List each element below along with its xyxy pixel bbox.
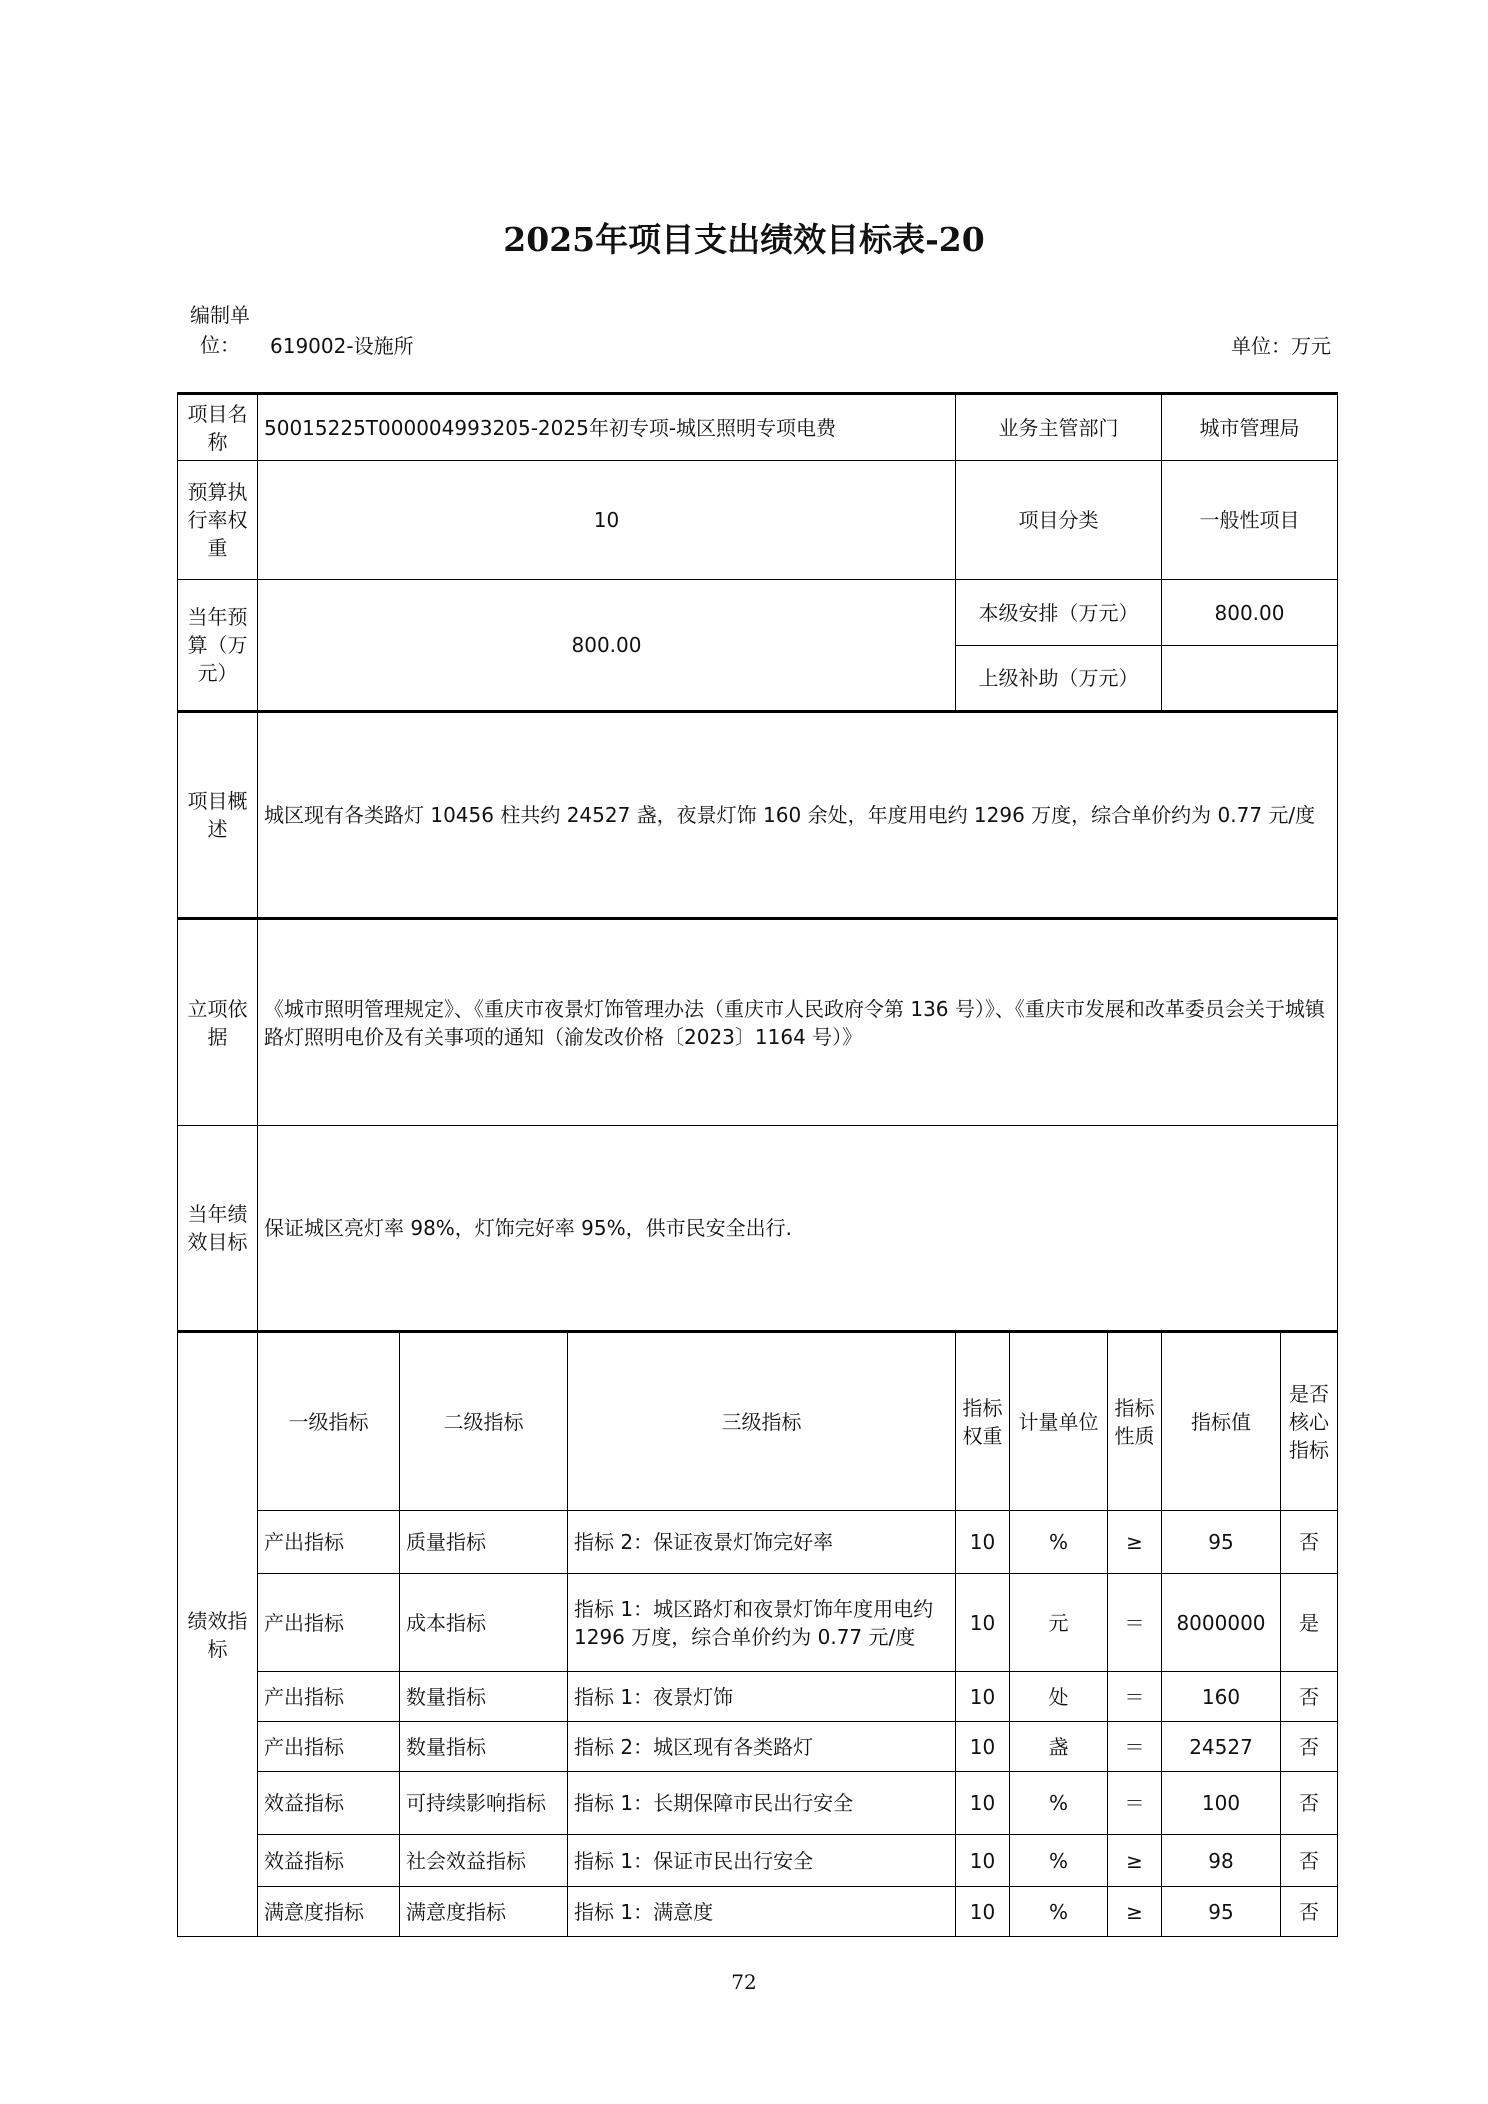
cell-level2: 数量指标 — [400, 1722, 568, 1772]
dept-label: 业务主管部门 — [956, 394, 1162, 461]
dept-value: 城市管理局 — [1162, 394, 1338, 461]
cell-nature: ＝ — [1108, 1772, 1162, 1835]
cell-level1: 效益指标 — [258, 1835, 400, 1887]
unit-label: 编制单位： — [190, 303, 250, 357]
cell-value: 8000000 — [1162, 1574, 1281, 1672]
cell-value: 100 — [1162, 1772, 1281, 1835]
budget-value: 800.00 — [258, 580, 956, 712]
cell-value: 98 — [1162, 1835, 1281, 1887]
cell-weight: 10 — [956, 1574, 1010, 1672]
weight-value: 10 — [258, 461, 956, 580]
table-row — [178, 1835, 1338, 1887]
cell-level3: 指标 1：城区路灯和夜景灯饰年度用电约 1296 万度，综合单价约为 0.77 元/度 — [568, 1574, 956, 1672]
cell-value: 95 — [1162, 1887, 1281, 1937]
cell-weight: 10 — [956, 1887, 1010, 1937]
cell-level3: 指标 1：保证市民出行安全 — [568, 1835, 956, 1887]
cell-unit: % — [1010, 1772, 1108, 1835]
table-row — [178, 1672, 1338, 1722]
cell-level2: 成本指标 — [400, 1574, 568, 1672]
overview-label: 项目概述 — [178, 712, 258, 919]
category-label: 项目分类 — [956, 461, 1162, 580]
cell-level1: 效益指标 — [258, 1772, 400, 1835]
basis-value: 《城市照明管理规定》、《重庆市夜景灯饰管理办法（重庆市人民政府令第 136 号）》、《重庆市发展和改革委员会关于城镇路灯照明电价及有关事项的通知（渝发改价格〔2023〕1164 号）》 — [258, 919, 1338, 1126]
cell-level2: 质量指标 — [400, 1511, 568, 1574]
cell-level3: 指标 1：满意度 — [568, 1887, 956, 1937]
cell-unit: % — [1010, 1835, 1108, 1887]
cell-level2: 数量指标 — [400, 1672, 568, 1722]
cell-nature: ＝ — [1108, 1672, 1162, 1722]
col-header: 指标值 — [1162, 1332, 1281, 1511]
goal-label: 当年绩效目标 — [178, 1126, 258, 1332]
cell-nature: ≥ — [1108, 1835, 1162, 1887]
budget-label: 当年预算（万元） — [178, 580, 258, 712]
cell-core: 否 — [1281, 1835, 1338, 1887]
col-header: 三级指标 — [568, 1332, 956, 1511]
cell-weight: 10 — [956, 1835, 1010, 1887]
cell-level3: 指标 2：城区现有各类路灯 — [568, 1722, 956, 1772]
upper-label: 上级补助（万元） — [956, 646, 1162, 712]
local-label: 本级安排（万元） — [956, 580, 1162, 646]
cell-level3: 指标 1：夜景灯饰 — [568, 1672, 956, 1722]
cell-level1: 产出指标 — [258, 1672, 400, 1722]
cell-core: 否 — [1281, 1511, 1338, 1574]
cell-level1: 产出指标 — [258, 1722, 400, 1772]
cell-core: 否 — [1281, 1887, 1338, 1937]
cell-unit: % — [1010, 1887, 1108, 1937]
cell-level3: 指标 1：长期保障市民出行安全 — [568, 1772, 956, 1835]
performance-table — [177, 392, 1338, 1937]
cell-level3: 指标 2：保证夜景灯饰完好率 — [568, 1511, 956, 1574]
goal-value: 保证城区亮灯率 98%，灯饰完好率 95%，供市民安全出行. — [258, 1126, 1338, 1332]
table-row — [178, 1574, 1338, 1672]
overview-value: 城区现有各类路灯 10456 柱共约 24527 盏，夜景灯饰 160 余处，年度用电约 1296 万度，综合单价约为 0.77 元/度 — [258, 712, 1338, 919]
table-row — [178, 1772, 1338, 1835]
cell-unit: 处 — [1010, 1672, 1108, 1722]
cell-core: 是 — [1281, 1574, 1338, 1672]
local-value: 800.00 — [1162, 580, 1338, 646]
unit-value: 619002-设施所 — [270, 334, 414, 358]
cell-weight: 10 — [956, 1722, 1010, 1772]
cell-weight: 10 — [956, 1772, 1010, 1835]
col-header: 计量单位 — [1010, 1332, 1108, 1511]
table-row — [178, 1887, 1338, 1937]
cell-value: 95 — [1162, 1511, 1281, 1574]
cell-value: 160 — [1162, 1672, 1281, 1722]
cell-level2: 满意度指标 — [400, 1887, 568, 1937]
cell-value: 24527 — [1162, 1722, 1281, 1772]
cell-level1: 满意度指标 — [258, 1887, 400, 1937]
cell-core: 否 — [1281, 1722, 1338, 1772]
cell-level1: 产出指标 — [258, 1511, 400, 1574]
page-number: 72 — [731, 1970, 757, 1994]
cell-nature: ＝ — [1108, 1574, 1162, 1672]
upper-value — [1162, 646, 1338, 712]
cell-level2: 可持续影响指标 — [400, 1772, 568, 1835]
weight-label: 预算执行率权重 — [178, 461, 258, 580]
cell-weight: 10 — [956, 1672, 1010, 1722]
cell-nature: ＝ — [1108, 1722, 1162, 1772]
cell-level2: 社会效益指标 — [400, 1835, 568, 1887]
col-header: 是否核心指标 — [1281, 1332, 1338, 1511]
indicators-label: 绩效指标 — [178, 1332, 258, 1937]
cell-core: 否 — [1281, 1772, 1338, 1835]
cell-level1: 产出指标 — [258, 1574, 400, 1672]
col-header: 指标性质 — [1108, 1332, 1162, 1511]
cell-nature: ≥ — [1108, 1511, 1162, 1574]
page-title: 2025年项目支出绩效目标表-20 — [503, 220, 985, 259]
cell-weight: 10 — [956, 1511, 1010, 1574]
basis-label: 立项依据 — [178, 919, 258, 1126]
category-value: 一般性项目 — [1162, 461, 1338, 580]
cell-nature: ≥ — [1108, 1887, 1162, 1937]
col-header: 二级指标 — [400, 1332, 568, 1511]
cell-unit: 盏 — [1010, 1722, 1108, 1772]
table-row — [178, 1722, 1338, 1772]
cell-core: 否 — [1281, 1672, 1338, 1722]
cell-unit: % — [1010, 1511, 1108, 1574]
cell-unit: 元 — [1010, 1574, 1108, 1672]
project-name-label: 项目名称 — [178, 394, 258, 461]
project-name-value: 50015225T000004993205-2025年初专项-城区照明专项电费 — [258, 394, 956, 461]
col-header: 指标权重 — [956, 1332, 1010, 1511]
col-header: 一级指标 — [258, 1332, 400, 1511]
table-row — [178, 1511, 1338, 1574]
money-unit: 单位：万元 — [1231, 334, 1331, 358]
